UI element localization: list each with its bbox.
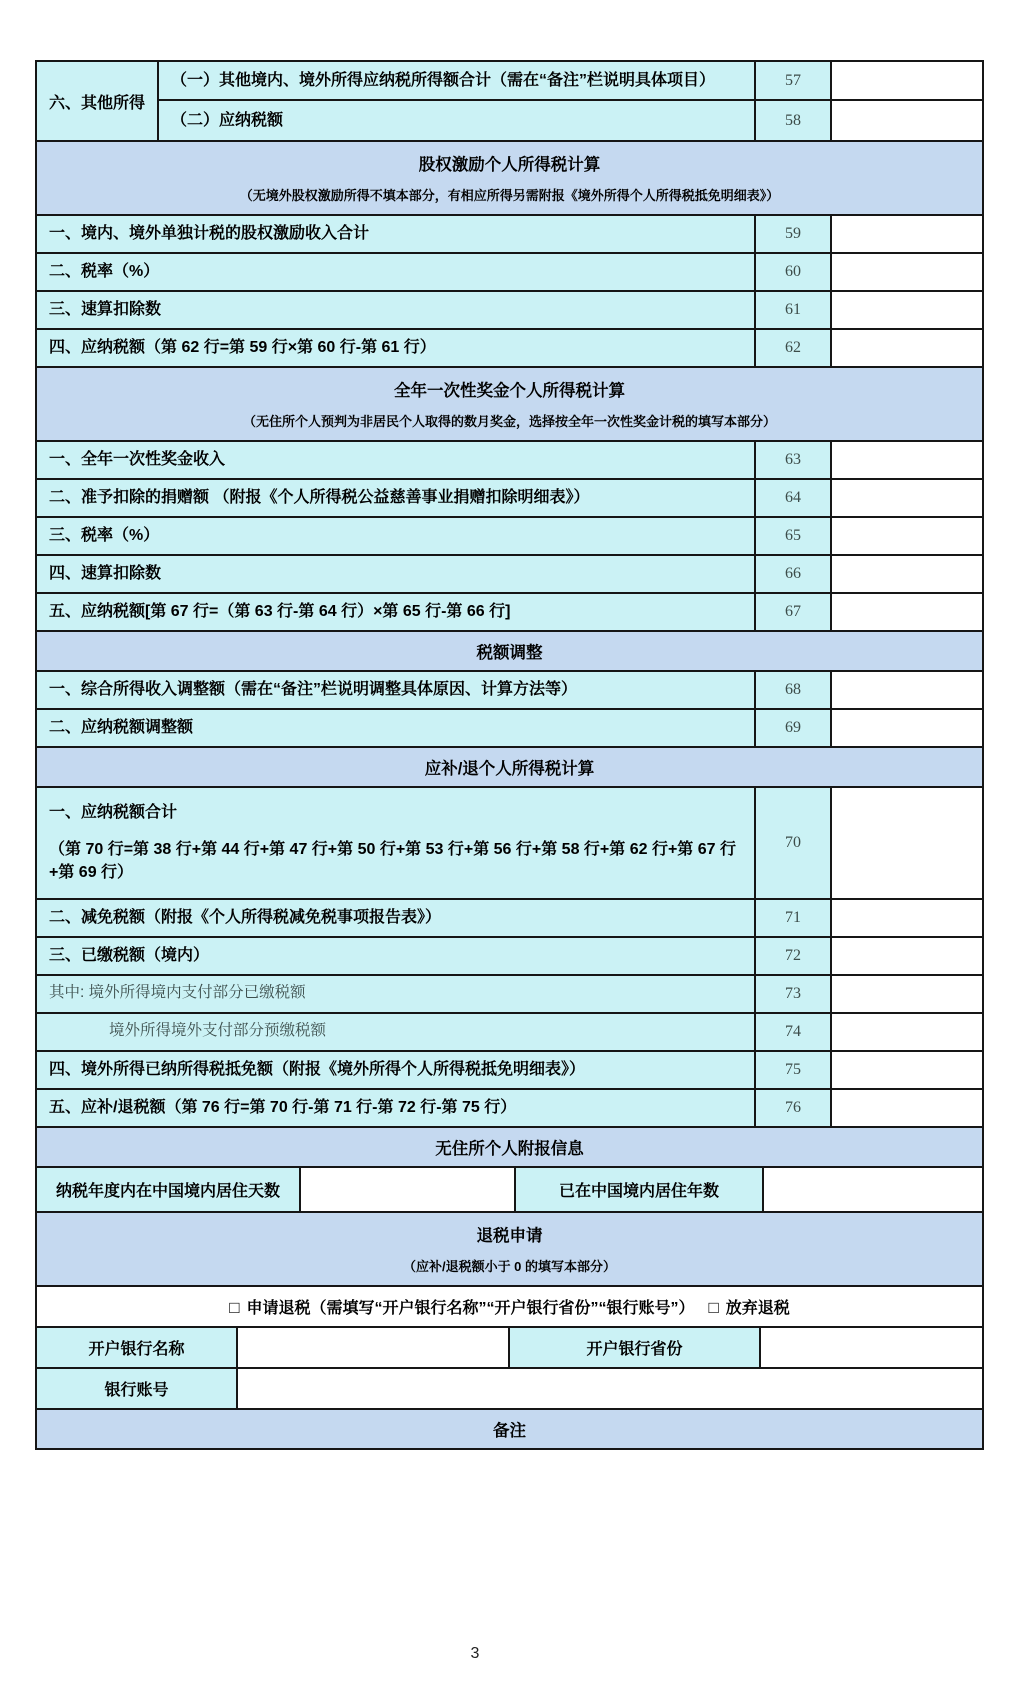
section-title-tax-adjustment: 税额调整: [476, 644, 543, 662]
section-header-remarks: [37, 1410, 982, 1448]
row-70-label: [37, 788, 756, 898]
table-row-69: [37, 710, 982, 748]
table-row-63: [37, 442, 982, 480]
residence-days-label: 纳税年度内在中国境内居住天数: [37, 1168, 301, 1211]
bank-account-row: [37, 1369, 982, 1410]
table-row-64: [37, 480, 982, 518]
tax-form-table: [35, 60, 984, 1450]
section-title-equity-incentive: 股权激励个人所得税计算: [418, 156, 601, 174]
row-67-label: 五、应纳税额[第 67 行=（第 63 行-第 64 行）×第 65 行-第 66 行]: [37, 594, 756, 630]
row-68-number: 68: [756, 672, 832, 708]
table-row-73: [37, 976, 982, 1014]
row-61-label: 三、速算扣除数: [37, 292, 756, 328]
row-60-value[interactable]: [832, 254, 982, 290]
row-64-label: 二、准予扣除的捐赠额 （附报《个人所得税公益慈善事业捐赠扣除明细表》）: [37, 480, 756, 516]
apply-refund-label: 申请退税（需填写“开户银行名称”“开户银行省份”“银行账号”）: [246, 1299, 695, 1317]
row-58-label: （二）应纳税额: [159, 101, 756, 140]
row-70-value[interactable]: [832, 788, 982, 898]
table-row-60: [37, 254, 982, 292]
table-row-59: [37, 216, 982, 254]
row-74-value[interactable]: [832, 1014, 982, 1050]
row-68-label: 一、综合所得收入调整额（需在“备注”栏说明调整具体原因、计算方法等）: [37, 672, 756, 708]
row-66-number: 66: [756, 556, 832, 592]
section-title-tax-payable-refund: 应补/退个人所得税计算: [424, 760, 595, 778]
residence-years-label: 已在中国境内居住年数: [516, 1168, 764, 1211]
row-66-label: 四、速算扣除数: [37, 556, 756, 592]
table-row-58: [159, 101, 982, 140]
row-62-number: 62: [756, 330, 832, 366]
row-70-number: 70: [756, 788, 832, 898]
section-header-annual-bonus: [37, 368, 982, 442]
row-62-value[interactable]: [832, 330, 982, 366]
row-65-number: 65: [756, 518, 832, 554]
row-63-value[interactable]: [832, 442, 982, 478]
row-70-label-line: （第 70 行=第 38 行+第 44 行+第 47 行+第 50 行+第 53 行+第 56 行+第 58 行+第 62 行+第 67 行+第 69 行）: [49, 841, 736, 882]
row-64-number: 64: [756, 480, 832, 516]
row-60-label: 二、税率（%）: [37, 254, 756, 290]
row-73-value[interactable]: [832, 976, 982, 1012]
bank-province-value[interactable]: [761, 1328, 982, 1367]
waive-refund-option[interactable]: [709, 1295, 790, 1318]
row-65-value[interactable]: [832, 518, 982, 554]
row-60-number: 60: [756, 254, 832, 290]
row-58-number: 58: [756, 101, 832, 140]
table-row-71: [37, 900, 982, 938]
row-68-value[interactable]: [832, 672, 982, 708]
row-61-value[interactable]: [832, 292, 982, 328]
row-65-label: 三、税率（%）: [37, 518, 756, 554]
residence-days-value[interactable]: [301, 1168, 516, 1211]
table-row-62: [37, 330, 982, 368]
row-67-number: 67: [756, 594, 832, 630]
section-title-remarks: 备注: [493, 1421, 526, 1440]
bank-account-label: 银行账号: [37, 1369, 238, 1408]
table-row-67: [37, 594, 982, 632]
row-58-value[interactable]: [832, 101, 982, 140]
row-73-label: 其中: 境外所得境内支付部分已缴税额: [37, 976, 756, 1012]
bank-province-label: 开户银行省份: [510, 1328, 761, 1367]
group-block-other-income: [37, 62, 982, 142]
table-row-66: [37, 556, 982, 594]
row-73-number: 73: [756, 976, 832, 1012]
group-label-other-income: 六、其他所得: [37, 62, 159, 140]
row-71-number: 71: [756, 900, 832, 936]
table-row-76: [37, 1090, 982, 1128]
row-59-number: 59: [756, 216, 832, 252]
residence-years-value[interactable]: [764, 1168, 982, 1211]
row-63-number: 63: [756, 442, 832, 478]
row-70-label-line: 一、应纳税额合计: [49, 804, 178, 821]
refund-options-row: [37, 1287, 982, 1328]
residence-row: [37, 1168, 982, 1213]
row-74-label: 境外所得境外支付部分预缴税额: [37, 1014, 756, 1050]
row-76-label: 五、应补/退税额（第 76 行=第 70 行-第 71 行-第 72 行-第 75 行）: [37, 1090, 756, 1126]
section-note-annual-bonus: （无住所个人预判为非居民个人取得的数月奖金，选择按全年一次性奖金计税的填写本部分）: [242, 414, 776, 429]
table-row-72: [37, 938, 982, 976]
row-61-number: 61: [756, 292, 832, 328]
page-number: 3: [470, 1645, 480, 1662]
row-71-value[interactable]: [832, 900, 982, 936]
row-74-number: 74: [756, 1014, 832, 1050]
row-75-number: 75: [756, 1052, 832, 1088]
row-69-value[interactable]: [832, 710, 982, 746]
row-72-label: 三、已缴税额（境内）: [37, 938, 756, 974]
section-title-non-domicile-info: 无住所个人附报信息: [435, 1139, 584, 1158]
row-62-label: 四、应纳税额（第 62 行=第 59 行×第 60 行-第 61 行）: [37, 330, 756, 366]
row-72-number: 72: [756, 938, 832, 974]
row-69-label: 二、应纳税额调整额: [37, 710, 756, 746]
bank-name-label: 开户银行名称: [37, 1328, 238, 1367]
row-75-label: 四、境外所得已纳所得税抵免额（附报《境外所得个人所得税抵免明细表》）: [37, 1052, 756, 1088]
row-72-value[interactable]: [832, 938, 982, 974]
row-63-label: 一、全年一次性奖金收入: [37, 442, 756, 478]
section-title-annual-bonus: 全年一次性奖金个人所得税计算: [394, 382, 625, 400]
table-row-65: [37, 518, 982, 556]
row-76-value[interactable]: [832, 1090, 982, 1126]
row-57-number: 57: [756, 62, 832, 99]
section-header-tax-payable-refund: [37, 748, 982, 788]
group-rows-other-income: [159, 62, 982, 140]
table-row-70: [37, 788, 982, 900]
row-75-value[interactable]: [832, 1052, 982, 1088]
apply-refund-option[interactable]: [229, 1295, 694, 1318]
row-71-label: 二、减免税额（附报《个人所得税减免税事项报告表》）: [37, 900, 756, 936]
row-59-value[interactable]: [832, 216, 982, 252]
waive-refund-label: 放弃退税: [725, 1299, 790, 1317]
row-59-label: 一、境内、境外单独计税的股权激励收入合计: [37, 216, 756, 252]
section-note-equity-incentive: （无境外股权激励所得不填本部分，有相应所得另需附报《境外所得个人所得税抵免明细表》）: [239, 188, 780, 203]
bank-account-value[interactable]: [238, 1369, 982, 1408]
section-header-refund-application: [37, 1213, 982, 1287]
row-67-value[interactable]: [832, 594, 982, 630]
bank-row: [37, 1328, 982, 1369]
row-76-number: 76: [756, 1090, 832, 1126]
waive-refund-checkbox-icon[interactable]: □: [708, 1297, 719, 1317]
table-row-61: [37, 292, 982, 330]
bank-name-value[interactable]: [238, 1328, 510, 1367]
row-64-value[interactable]: [832, 480, 982, 516]
section-header-tax-adjustment: [37, 632, 982, 672]
section-title-refund-application: 退税申请: [476, 1226, 543, 1245]
table-row-75: [37, 1052, 982, 1090]
section-header-equity-incentive: [37, 142, 982, 216]
apply-refund-checkbox-icon[interactable]: □: [229, 1297, 240, 1317]
table-row-74: [37, 1014, 982, 1052]
table-row-68: [37, 672, 982, 710]
table-row-57: [159, 62, 982, 101]
section-note-refund-application: （应补/退税额小于 0 的填写本部分）: [402, 1258, 617, 1274]
row-57-value[interactable]: [832, 62, 982, 99]
section-header-non-domicile-info: [37, 1128, 982, 1168]
row-69-number: 69: [756, 710, 832, 746]
row-66-value[interactable]: [832, 556, 982, 592]
row-57-label: （一）其他境内、境外所得应纳税所得额合计（需在“备注”栏说明具体项目）: [159, 62, 756, 99]
